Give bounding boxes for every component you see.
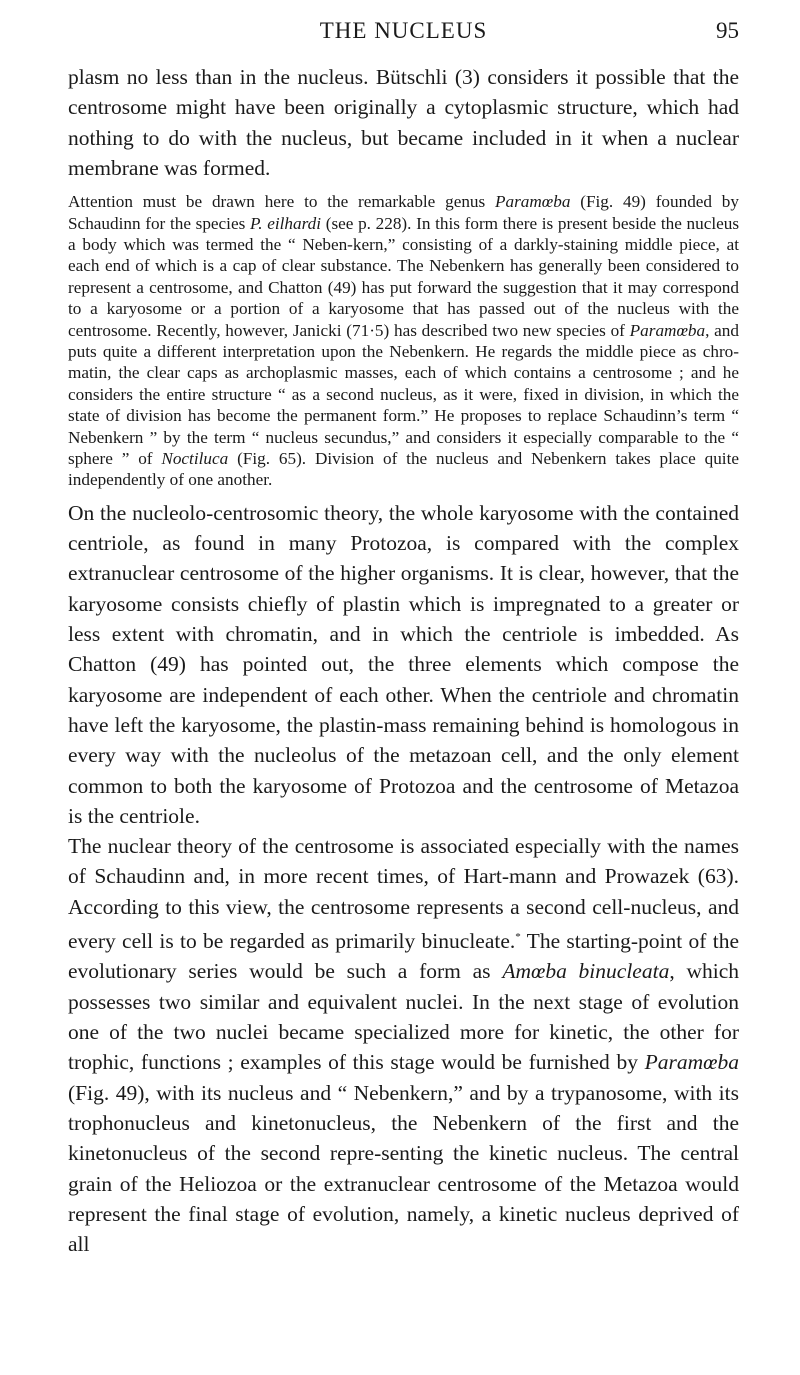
text-run: , and puts quite a different interpretation upon the Nebenkern. He regards the middle piece as chro-matin, the clear caps as archoplasmic masses, each of which contains a centrosome ; and he considers the entire structure “ as a second nucleus, as it were, fixed in division, in which the state of division has become the permanent form.” He proposes to replace Schaudinn’s term “ Nebenkern ” by the term “ nucleus secundus,” and considers it especially comparable to the “ sphere ” of xyxy=(68,320,739,469)
text-run: The starting-point of the evolutionary series would be such a form as xyxy=(68,929,739,984)
italic-genus: Paramœba xyxy=(629,320,706,340)
text-run: (Fig. 65). Division of the nucleus and Nebenkern takes place quite independently of one another. xyxy=(68,449,739,490)
text-run: (Fig. 49), with its nucleus and “ Nebenkern,” and by a trypanosome, with its trophonucleus and kinetonucleus, the Nebenkern of the first and the kinetonucleus of the second repre-senting the kinetic nucleus. The central grain of the Heliozoa or the extranuclear centrosome of the Metazoa would represent the final stage of evolution, namely, a kinetic nucleus deprived of all xyxy=(68,1080,739,1257)
italic-genus: Noctiluca xyxy=(161,449,229,469)
book-page xyxy=(68,0,739,1259)
paragraph-3: On the nucleolo-centrosomic theory, the whole karyosome with the contained centriole, as found in many Protozoa, is compared with the complex extranuclear centrosome of the higher organisms. It is clear, however, that the karyosome consists chiefly of plastin which is impregnated to a greater or less extent with chromatin, and in which the centriole is imbedded. As Chatton (49) has pointed out, the three elements which compose the karyosome are independent of each other. When the centriole and chromatin have left the karyosome, the plastin-mass remaining behind is homologous in every way with the nucleolus of the metazoan cell, and the only element common to both the karyosome of Protozoa and the centrosome of Metazoa is the centriole. xyxy=(68,500,739,828)
running-head: THE NUCLEUS xyxy=(319,18,488,43)
page-number: 95 xyxy=(716,18,739,43)
page-header xyxy=(68,16,739,62)
text-run: (see p. 228). In this form there is present beside the nucleus a body which was termed the “ Neben-kern,” consisting of a darkly-staining middle piece, at each end of which is a cap of clear substance. The Nebenkern has generally been considered to represent a centrosome, and Chatton (49) has put forward the suggestion that it may correspond to a karyosome or a portion of a karyosome that has passed out of the nucleus with the centrosome. Recently, however, Janicki (71·5) has described two new species of xyxy=(68,213,740,340)
paragraph-1: plasm no less than in the nucleus. Bütschli (3) considers it possible that the centrosome might have been originally a cytoplasmic structure, which had nothing to do with the nucleus, but became included in it when a nuclear membrane was formed. xyxy=(68,65,739,180)
footnote-marker: * xyxy=(515,931,521,944)
italic-species: P. eilhardi xyxy=(249,213,322,233)
italic-species: Amœba binucleata xyxy=(502,959,670,984)
text-run: (Fig. 49) founded by Schaudinn for the species xyxy=(68,192,739,233)
text-run: The nuclear theory of the centrosome is associated especially with the names of Schaudinn and, in more recent times, of Hart-mann and Prowazek (63). According to this view, the centrosome represents a second cell-nucleus, and every cell is to be regarded as primarily binucleate. xyxy=(68,834,739,954)
paragraph-4 xyxy=(68,831,739,1259)
text-run: Attention must be drawn here to the remarkable genus xyxy=(68,192,495,212)
italic-genus: Paramœba xyxy=(495,192,571,212)
text-run: , which possesses two similar and equivalent nuclei. In the next stage of evolution one of the two nuclei became specialized more for kinetic, the other for trophic, functions ; examples of this stage would be furnished by xyxy=(68,959,739,1075)
italic-genus: Paramœba xyxy=(644,1050,739,1075)
paragraph-2 xyxy=(68,191,739,491)
